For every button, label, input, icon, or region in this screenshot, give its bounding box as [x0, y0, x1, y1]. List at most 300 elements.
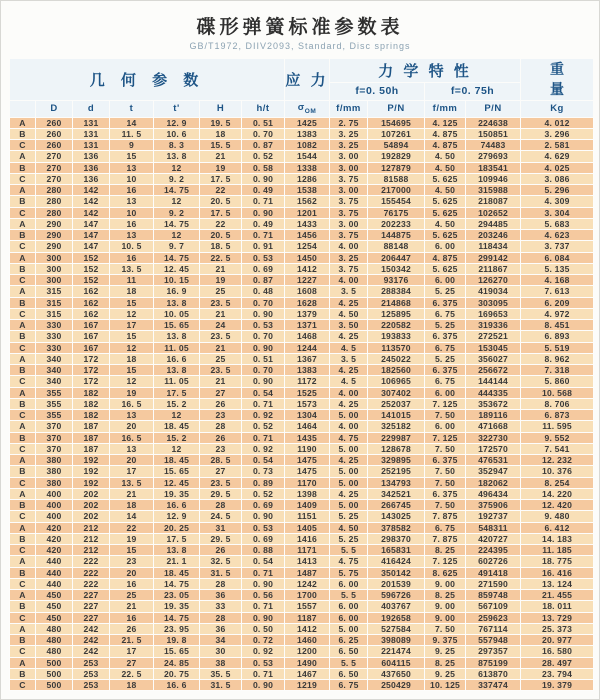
table-row [10, 140, 594, 151]
cell-p_075: 875199 [466, 657, 521, 668]
cell-H: 22 [200, 218, 242, 229]
cell-p_050: 141015 [368, 410, 425, 421]
cell-h_t: 0. 69 [242, 263, 285, 274]
cell-H: 20. 5 [200, 196, 242, 207]
cell-t_prime: 24. 85 [154, 657, 200, 668]
cell-sigma_om: 1371 [285, 320, 330, 331]
cell-D: 380 [36, 455, 73, 466]
cell-t: 21 [110, 601, 154, 612]
cell-kg: 11. 595 [521, 421, 594, 432]
cell-p_075: 74483 [466, 140, 521, 151]
cell-t: 17 [110, 466, 154, 477]
cell-kg: 23. 794 [521, 668, 594, 679]
cell-d: 253 [73, 657, 110, 668]
col-label-sigma-om [285, 100, 330, 117]
cell-p_050: 217000 [368, 185, 425, 196]
cell-type: B [10, 297, 36, 308]
cell-p_075: 471668 [466, 421, 521, 432]
cell-f_075: 6. 00 [425, 275, 466, 286]
table-row [10, 421, 594, 432]
cell-d: 202 [73, 500, 110, 511]
cell-type: C [10, 511, 36, 522]
cell-f_050: 5. 00 [330, 623, 368, 634]
cell-type: A [10, 387, 36, 398]
table-row [10, 398, 594, 409]
cell-p_075: 126270 [466, 275, 521, 286]
cell-H: 15. 5 [200, 140, 242, 151]
cell-D: 500 [36, 668, 73, 679]
header-stress: 应 力 [285, 59, 330, 101]
cell-h_t: 0. 89 [242, 477, 285, 488]
cell-t_prime: 12 [154, 410, 200, 421]
cell-p_050: 252037 [368, 398, 425, 409]
cell-f_050: 5. 5 [330, 545, 368, 556]
cell-D: 355 [36, 387, 73, 398]
col-label-D: D [36, 100, 73, 117]
cell-D: 290 [36, 230, 73, 241]
cell-f_050: 4. 5 [330, 376, 368, 387]
cell-sigma_om: 1412 [285, 623, 330, 634]
cell-f_050: 6. 00 [330, 612, 368, 623]
cell-h_t: 0. 69 [242, 533, 285, 544]
cell-f_050: 3. 25 [330, 128, 368, 139]
cell-f_050: 5. 75 [330, 567, 368, 578]
cell-type: C [10, 545, 36, 556]
cell-H: 23. 5 [200, 365, 242, 376]
cell-t_prime: 18. 45 [154, 567, 200, 578]
table-body [10, 117, 594, 691]
cell-D: 340 [36, 376, 73, 387]
cell-p_075: 548311 [466, 522, 521, 533]
cell-p_075: 211867 [466, 263, 521, 274]
cell-t: 18 [110, 680, 154, 691]
cell-sigma_om: 1475 [285, 466, 330, 477]
cell-h_t: 0. 88 [242, 545, 285, 556]
header-mechanics: 力 学 特 性 [330, 59, 521, 83]
cell-f_075: 4. 125 [425, 117, 466, 128]
cell-D: 315 [36, 308, 73, 319]
table-row [10, 567, 594, 578]
cell-t: 16 [110, 252, 154, 263]
cell-p_075: 153045 [466, 342, 521, 353]
header-geometry: 几 何 参 数 [10, 59, 285, 101]
cell-type: C [10, 342, 36, 353]
cell-sigma_om: 1338 [285, 162, 330, 173]
table-row [10, 297, 594, 308]
cell-f_050: 4. 50 [330, 308, 368, 319]
header-weight-line2: 量 [550, 81, 565, 98]
cell-t_prime: 8. 3 [154, 140, 200, 151]
cell-H: 30 [200, 646, 242, 657]
cell-p_075: 118434 [466, 241, 521, 252]
cell-h_t: 0. 71 [242, 432, 285, 443]
cell-d: 253 [73, 680, 110, 691]
cell-d: 172 [73, 365, 110, 376]
cell-D: 420 [36, 545, 73, 556]
cell-sigma_om: 1468 [285, 331, 330, 342]
cell-H: 19 [200, 162, 242, 173]
cell-sigma_om: 1425 [285, 117, 330, 128]
cell-f_050: 3. 75 [330, 196, 368, 207]
table-row [10, 556, 594, 567]
cell-kg: 5. 860 [521, 376, 594, 387]
header-f075: f=0. 75h [425, 82, 521, 100]
cell-f_050: 3. 5 [330, 353, 368, 364]
cell-p_050: 398089 [368, 635, 425, 646]
cell-sigma_om: 1700 [285, 590, 330, 601]
cell-f_050: 4. 25 [330, 455, 368, 466]
cell-f_075: 7. 50 [425, 410, 466, 421]
table-row [10, 353, 594, 364]
cell-p_075: 102652 [466, 207, 521, 218]
cell-H: 29. 5 [200, 533, 242, 544]
cell-H: 38 [200, 657, 242, 668]
cell-kg: 4. 025 [521, 162, 594, 173]
cell-p_075: 259623 [466, 612, 521, 623]
cell-f_075: 6. 75 [425, 376, 466, 387]
cell-type: C [10, 173, 36, 184]
cell-f_075: 5. 25 [425, 320, 466, 331]
cell-p_050: 252195 [368, 466, 425, 477]
cell-p_075: 476531 [466, 455, 521, 466]
cell-h_t: 0. 51 [242, 117, 285, 128]
cell-type: A [10, 455, 36, 466]
cell-t_prime: 23. 05 [154, 590, 200, 601]
cell-f_075: 6. 00 [425, 387, 466, 398]
cell-kg: 2. 581 [521, 140, 594, 151]
cell-D: 315 [36, 297, 73, 308]
cell-p_075: 353672 [466, 398, 521, 409]
cell-H: 23. 5 [200, 331, 242, 342]
cell-t: 14 [110, 117, 154, 128]
cell-d: 227 [73, 590, 110, 601]
cell-kg: 3. 296 [521, 128, 594, 139]
cell-D: 290 [36, 218, 73, 229]
header-group-row [10, 59, 594, 83]
cell-type: C [10, 578, 36, 589]
cell-p_075: 315988 [466, 185, 521, 196]
cell-H: 28 [200, 500, 242, 511]
header-weight [521, 59, 594, 101]
cell-D: 450 [36, 590, 73, 601]
cell-H: 21 [200, 342, 242, 353]
cell-f_050: 3. 00 [330, 185, 368, 196]
cell-p_075: 271590 [466, 578, 521, 589]
cell-p_050: 125895 [368, 308, 425, 319]
header-weight-line1: 重 [550, 61, 565, 77]
cell-kg: 21. 455 [521, 590, 594, 601]
cell-p_075: 203246 [466, 230, 521, 241]
cell-sigma_om: 1187 [285, 612, 330, 623]
cell-f_075: 9. 00 [425, 601, 466, 612]
cell-H: 31 [200, 522, 242, 533]
cell-f_075: 4. 50 [425, 185, 466, 196]
cell-f_075: 7. 125 [425, 556, 466, 567]
cell-H: 21 [200, 263, 242, 274]
cell-type: A [10, 353, 36, 364]
cell-D: 315 [36, 286, 73, 297]
cell-t: 13 [110, 196, 154, 207]
cell-t_prime: 14. 75 [154, 612, 200, 623]
cell-sigma_om: 1413 [285, 556, 330, 567]
page-title: 碟形弹簧标准参数表 [196, 17, 404, 38]
cell-kg: 12. 420 [521, 500, 594, 511]
cell-f_050: 5. 00 [330, 410, 368, 421]
cell-D: 340 [36, 365, 73, 376]
cell-f_075: 6. 375 [425, 488, 466, 499]
cell-d: 253 [73, 668, 110, 679]
cell-f_050: 3. 75 [330, 263, 368, 274]
cell-h_t: 0. 71 [242, 601, 285, 612]
cell-d: 142 [73, 185, 110, 196]
cell-t: 12 [110, 308, 154, 319]
cell-p_050: 416424 [368, 556, 425, 567]
cell-D: 270 [36, 151, 73, 162]
cell-h_t: 0. 90 [242, 511, 285, 522]
cell-type: C [10, 308, 36, 319]
cell-type: B [10, 500, 36, 511]
cell-t: 15 [110, 331, 154, 342]
cell-f_075: 7. 875 [425, 511, 466, 522]
cell-kg: 6. 893 [521, 331, 594, 342]
cell-type: B [10, 635, 36, 646]
cell-f_075: 7. 50 [425, 477, 466, 488]
cell-h_t: 0. 70 [242, 365, 285, 376]
cell-f_075: 7. 50 [425, 466, 466, 477]
table-row [10, 263, 594, 274]
table-row [10, 365, 594, 376]
cell-d: 202 [73, 488, 110, 499]
cell-f_075: 5. 625 [425, 196, 466, 207]
cell-f_050: 4. 25 [330, 398, 368, 409]
cell-t_prime: 19. 8 [154, 635, 200, 646]
cell-D: 450 [36, 601, 73, 612]
cell-type: B [10, 567, 36, 578]
cell-p_075: 319336 [466, 320, 521, 331]
cell-d: 172 [73, 353, 110, 364]
cell-sigma_om: 1544 [285, 151, 330, 162]
cell-p_075: 420727 [466, 533, 521, 544]
cell-p_075: 352947 [466, 466, 521, 477]
table-row [10, 331, 594, 342]
cell-t: 18 [110, 353, 154, 364]
cell-d: 182 [73, 398, 110, 409]
cell-H: 33 [200, 601, 242, 612]
cell-p_050: 437650 [368, 668, 425, 679]
cell-D: 440 [36, 556, 73, 567]
cell-d: 187 [73, 443, 110, 454]
cell-t_prime: 15. 2 [154, 398, 200, 409]
col-label-t-prime: t' [154, 100, 200, 117]
cell-kg: 10. 376 [521, 466, 594, 477]
cell-f_075: 7. 875 [425, 533, 466, 544]
cell-H: 36 [200, 590, 242, 601]
cell-p_050: 307402 [368, 387, 425, 398]
cell-t: 12 [110, 342, 154, 353]
cell-H: 31. 5 [200, 567, 242, 578]
cell-type: B [10, 263, 36, 274]
cell-f_075: 5. 625 [425, 173, 466, 184]
cell-f_075: 6. 75 [425, 342, 466, 353]
cell-d: 152 [73, 252, 110, 263]
cell-f_050: 4. 75 [330, 432, 368, 443]
cell-t_prime: 13. 8 [154, 545, 200, 556]
cell-p_075: 256672 [466, 365, 521, 376]
cell-t: 16. 5 [110, 398, 154, 409]
cell-p_075: 189116 [466, 410, 521, 421]
cell-d: 131 [73, 140, 110, 151]
cell-f_075: 5. 625 [425, 207, 466, 218]
cell-sigma_om: 1573 [285, 398, 330, 409]
cell-p_050: 596726 [368, 590, 425, 601]
cell-f_075: 4. 875 [425, 252, 466, 263]
cell-p_050: 229987 [368, 432, 425, 443]
cell-H: 17. 5 [200, 173, 242, 184]
cell-kg: 13. 729 [521, 612, 594, 623]
table-row [10, 455, 594, 466]
cell-h_t: 0. 92 [242, 646, 285, 657]
cell-h_t: 0. 50 [242, 623, 285, 634]
cell-p_050: 154695 [368, 117, 425, 128]
cell-t_prime: 10. 05 [154, 308, 200, 319]
table-row [10, 466, 594, 477]
cell-sigma_om: 1412 [285, 263, 330, 274]
cell-d: 136 [73, 162, 110, 173]
col-label-t: t [110, 100, 154, 117]
cell-f_050: 2. 75 [330, 117, 368, 128]
cell-d: 202 [73, 511, 110, 522]
cell-f_050: 3. 00 [330, 151, 368, 162]
cell-f_075: 7. 125 [425, 432, 466, 443]
cell-f_075: 6. 375 [425, 331, 466, 342]
cell-p_050: 107261 [368, 128, 425, 139]
cell-t_prime: 12. 45 [154, 477, 200, 488]
table-row [10, 680, 594, 691]
cell-f_050: 5. 5 [330, 590, 368, 601]
cell-H: 23 [200, 443, 242, 454]
cell-h_t: 0. 90 [242, 342, 285, 353]
cell-t: 15 [110, 545, 154, 556]
cell-H: 28 [200, 421, 242, 432]
cell-D: 400 [36, 488, 73, 499]
cell-type: C [10, 410, 36, 421]
cell-type: B [10, 668, 36, 679]
cell-sigma_om: 1608 [285, 286, 330, 297]
cell-f_050: 3. 00 [330, 162, 368, 173]
cell-f_050: 6. 00 [330, 578, 368, 589]
cell-f_075: 6. 375 [425, 455, 466, 466]
cell-p_050: 54894 [368, 140, 425, 151]
cell-kg: 9. 552 [521, 432, 594, 443]
cell-p_075: 375906 [466, 500, 521, 511]
cell-type: A [10, 252, 36, 263]
cell-kg: 5. 135 [521, 263, 594, 274]
cell-f_050: 6. 75 [330, 680, 368, 691]
cell-sigma_om: 1379 [285, 308, 330, 319]
cell-sigma_om: 1464 [285, 421, 330, 432]
cell-t_prime: 18. 45 [154, 421, 200, 432]
sigma-symbol: σ [297, 102, 305, 114]
cell-t_prime: 14. 75 [154, 252, 200, 263]
cell-D: 370 [36, 432, 73, 443]
cell-t_prime: 18. 45 [154, 455, 200, 466]
cell-type: B [10, 432, 36, 443]
cell-D: 480 [36, 623, 73, 634]
cell-H: 24. 5 [200, 511, 242, 522]
table-row [10, 477, 594, 488]
cell-type: A [10, 320, 36, 331]
table-row [10, 668, 594, 679]
table-row [10, 488, 594, 499]
cell-H: 28 [200, 578, 242, 589]
cell-D: 340 [36, 353, 73, 364]
cell-t_prime: 10. 6 [154, 128, 200, 139]
cell-f_075: 9. 25 [425, 646, 466, 657]
cell-t_prime: 12. 9 [154, 117, 200, 128]
cell-type: A [10, 522, 36, 533]
cell-p_050: 155454 [368, 196, 425, 207]
cell-kg: 5. 683 [521, 218, 594, 229]
cell-f_050: 5. 00 [330, 466, 368, 477]
cell-t_prime: 12 [154, 230, 200, 241]
table-row [10, 218, 594, 229]
cell-p_050: 192829 [368, 151, 425, 162]
table-row [10, 623, 594, 634]
cell-h_t: 0. 91 [242, 241, 285, 252]
cell-sigma_om: 1286 [285, 173, 330, 184]
cell-p_075: 183541 [466, 162, 521, 173]
cell-H: 23 [200, 410, 242, 421]
cell-t: 13 [110, 410, 154, 421]
cell-p_050: 342521 [368, 488, 425, 499]
table-row [10, 646, 594, 657]
cell-t: 19 [110, 387, 154, 398]
cell-t: 14 [110, 511, 154, 522]
cell-t: 20 [110, 455, 154, 466]
cell-t: 13. 5 [110, 477, 154, 488]
cell-t_prime: 13. 8 [154, 365, 200, 376]
cell-p_050: 76175 [368, 207, 425, 218]
cell-D: 300 [36, 263, 73, 274]
cell-type: A [10, 556, 36, 567]
cell-type: C [10, 140, 36, 151]
cell-H: 26 [200, 398, 242, 409]
cell-t: 10 [110, 207, 154, 218]
cell-sigma_om: 1405 [285, 522, 330, 533]
cell-d: 167 [73, 331, 110, 342]
cell-type: B [10, 533, 36, 544]
cell-t: 21 [110, 488, 154, 499]
cell-kg: 6. 209 [521, 297, 594, 308]
cell-f_075: 8. 25 [425, 590, 466, 601]
cell-d: 142 [73, 207, 110, 218]
cell-H: 31. 5 [200, 680, 242, 691]
cell-p_050: 250429 [368, 680, 425, 691]
table-row [10, 578, 594, 589]
cell-kg: 3. 304 [521, 207, 594, 218]
cell-h_t: 0. 69 [242, 500, 285, 511]
cell-H: 25 [200, 353, 242, 364]
cell-f_075: 7. 125 [425, 398, 466, 409]
cell-kg: 8. 451 [521, 320, 594, 331]
cell-p_075: 557948 [466, 635, 521, 646]
cell-h_t: 0. 87 [242, 140, 285, 151]
cell-t_prime: 23. 95 [154, 623, 200, 634]
cell-t_prime: 14. 75 [154, 218, 200, 229]
cell-H: 36 [200, 623, 242, 634]
cell-kg: 14. 220 [521, 488, 594, 499]
cell-p_075: 419034 [466, 286, 521, 297]
